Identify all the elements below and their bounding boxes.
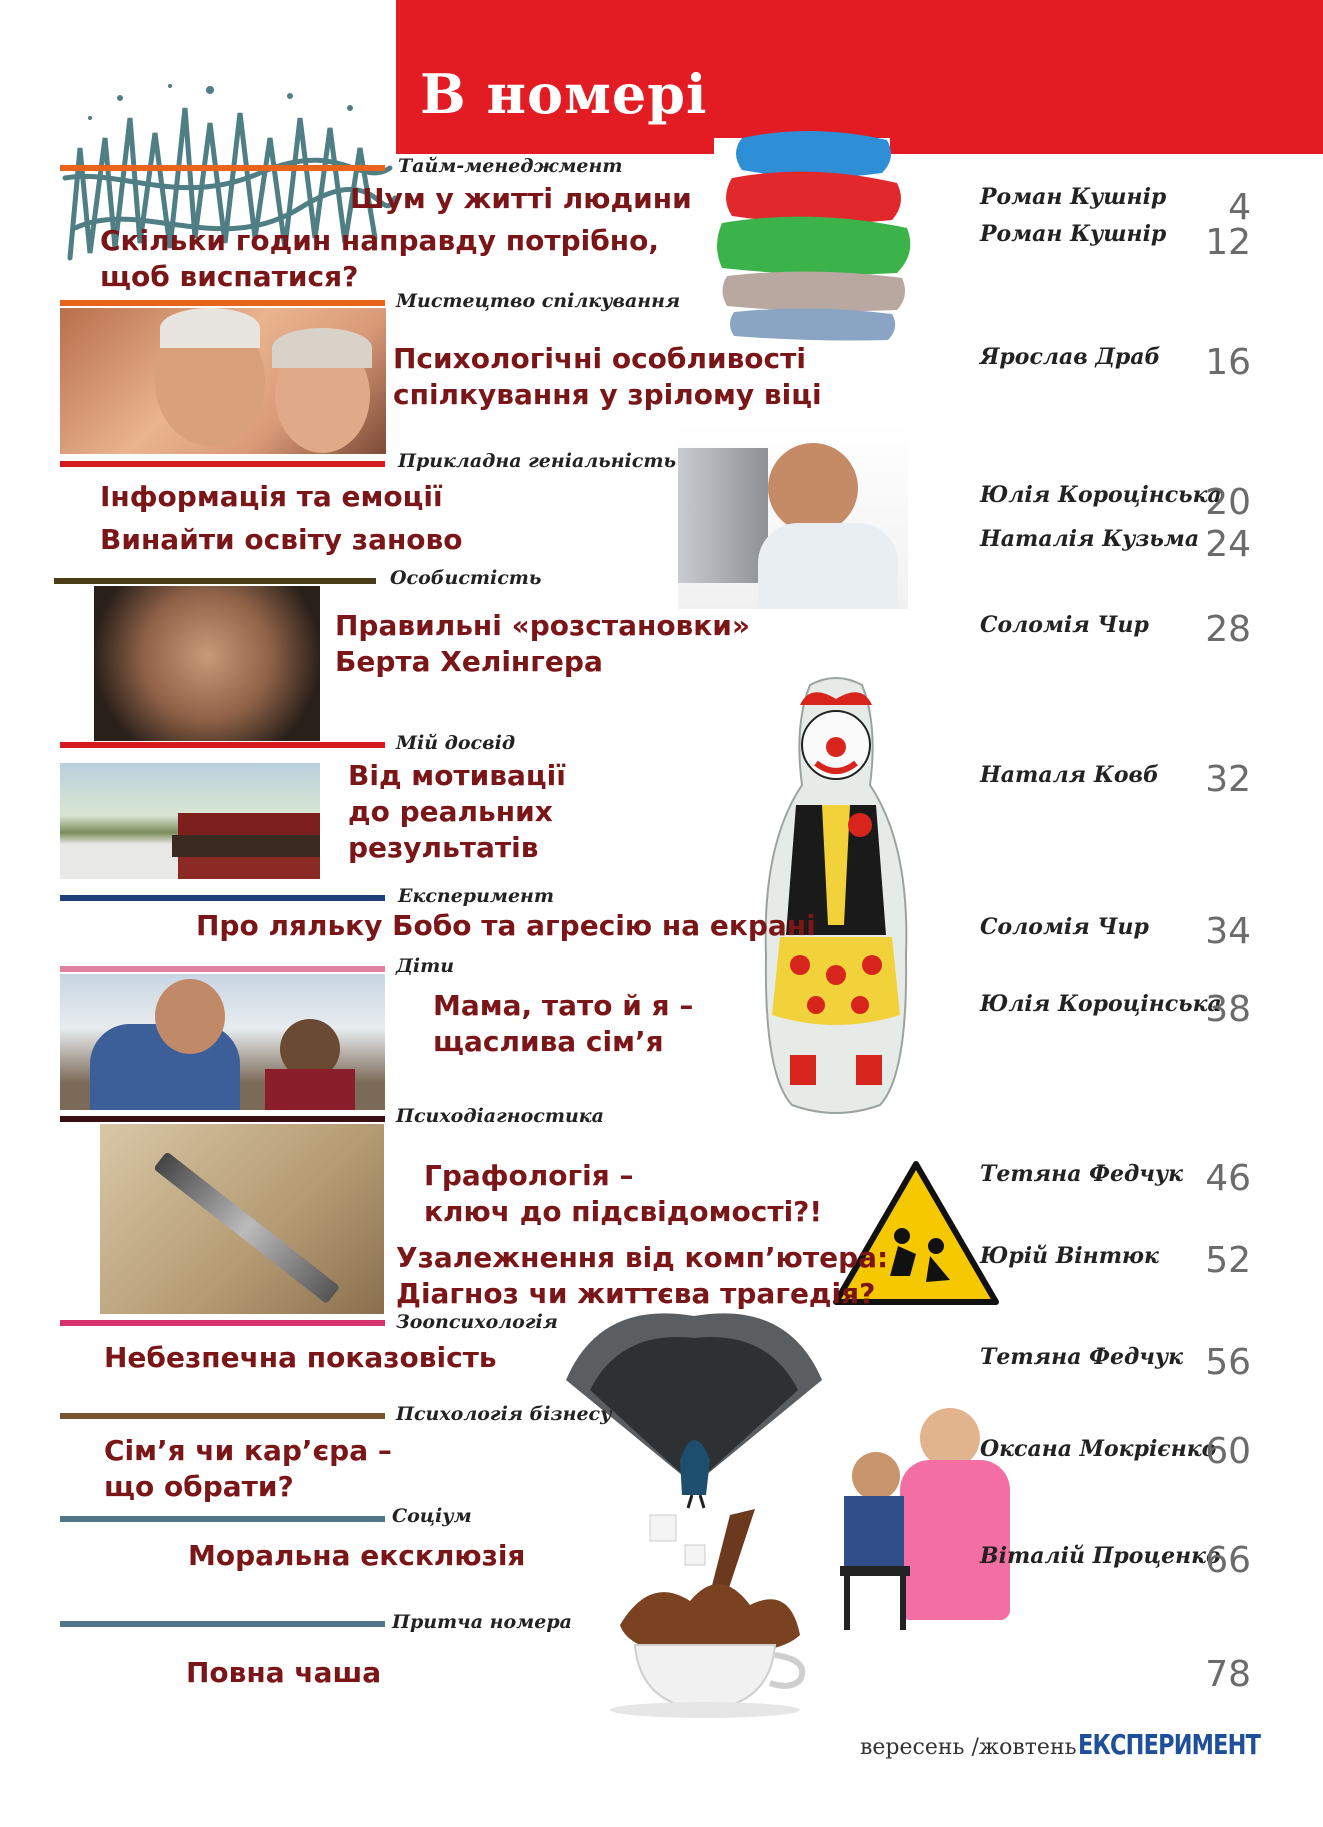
article-author: Ярослав Драб	[980, 344, 1161, 370]
article-title[interactable]: Психологічні особливості спілкування у зрілому віці	[393, 342, 822, 411]
article-title[interactable]: Інформація та емоції	[100, 480, 443, 513]
section-label: Соціум	[392, 1505, 472, 1527]
article-title[interactable]: Небезпечна показовість	[104, 1341, 497, 1374]
page-number[interactable]: 24	[1205, 524, 1251, 565]
page-number[interactable]: 46	[1205, 1158, 1251, 1199]
article-title[interactable]: Повна чаша	[186, 1656, 382, 1689]
section-label: Особистість	[390, 567, 542, 589]
pillows-illustration	[712, 128, 912, 343]
section-rule	[60, 461, 385, 467]
section-rule	[60, 1413, 385, 1419]
page-number[interactable]: 12	[1205, 222, 1251, 263]
page-number[interactable]: 34	[1205, 911, 1251, 952]
clown-bobo-doll-illustration	[760, 675, 912, 1115]
section-rule	[60, 1320, 385, 1326]
office-books-photo	[60, 763, 320, 879]
article-title[interactable]: Сім’я чи кар’єра – що обрати?	[104, 1434, 392, 1503]
article-author: Роман Кушнір	[980, 184, 1167, 210]
page-number[interactable]: 66	[1205, 1540, 1251, 1581]
section-label: Мій досвід	[396, 732, 516, 754]
article-author: Соломія Чир	[980, 612, 1149, 638]
section-label: Прикладна геніальність	[398, 450, 676, 472]
page-number[interactable]: 78	[1205, 1654, 1251, 1695]
coffee-splash-illustration	[580, 1505, 830, 1720]
article-title[interactable]: Скільки годин направду потрібно, щоб виспатися?	[100, 224, 660, 293]
page-number[interactable]: 38	[1205, 989, 1251, 1030]
article-title[interactable]: Винайти освіту заново	[100, 523, 463, 556]
section-label: Притча номера	[392, 1611, 572, 1633]
article-author: Юлія Короцінська	[980, 482, 1222, 508]
article-title[interactable]: Правильні «розстановки» Берта Хелінгера	[335, 609, 750, 678]
page-number[interactable]: 60	[1205, 1431, 1251, 1472]
article-author: Роман Кушнір	[980, 221, 1167, 247]
section-label: Мистецтво спілкування	[396, 290, 681, 312]
section-rule	[60, 966, 385, 972]
page-number[interactable]: 32	[1205, 759, 1251, 800]
section-rule	[60, 895, 385, 901]
article-title[interactable]: Узалежнення від комп’ютера: Діагноз чи життєва трагедія?	[396, 1241, 889, 1310]
section-label: Тайм-менеджмент	[398, 155, 623, 177]
section-rule	[54, 578, 376, 584]
article-author: Наталія Кузьма	[980, 526, 1200, 552]
section-rule	[60, 1116, 385, 1122]
article-author: Тетяна Федчук	[980, 1161, 1184, 1187]
fountain-pen-photo	[100, 1124, 384, 1314]
nurse-child-photo	[830, 1400, 1016, 1630]
page-number[interactable]: 52	[1205, 1240, 1251, 1281]
section-label: Діти	[396, 955, 455, 977]
section-rule	[60, 1621, 385, 1627]
header-band-tab	[890, 138, 1323, 154]
issue-date: вересень /жовтень	[860, 1735, 1077, 1760]
section-rule	[60, 165, 385, 171]
article-author: Тетяна Федчук	[980, 1344, 1184, 1370]
article-title[interactable]: Про ляльку Бобо та агресію на екрані	[196, 909, 816, 942]
article-author: Соломія Чир	[980, 914, 1149, 940]
article-author: Наталя Ковб	[980, 762, 1159, 788]
article-title[interactable]: Моральна ексклюзія	[188, 1539, 526, 1572]
article-title[interactable]: Мама, тато й я – щаслива сім’я	[433, 989, 694, 1058]
article-author: Юлія Короцінська	[980, 991, 1222, 1017]
magazine-logo: ЕКСПЕРИМЕНТ	[1078, 1728, 1261, 1761]
section-label: Зоопсихологія	[396, 1311, 558, 1333]
page-number[interactable]: 56	[1205, 1342, 1251, 1383]
stressed-man-photo	[678, 423, 908, 609]
section-label: Психодіагностика	[396, 1105, 604, 1127]
article-author: Оксана Мокрієнко	[980, 1436, 1217, 1462]
page-number[interactable]: 4	[1228, 187, 1251, 228]
section-rule	[60, 1516, 385, 1522]
page-number[interactable]: 28	[1205, 609, 1251, 650]
article-author: Юрій Вінтюк	[980, 1243, 1159, 1269]
article-title[interactable]: Від мотивації до реальних результатів	[348, 759, 566, 864]
section-rule	[60, 300, 385, 306]
page-number[interactable]: 20	[1205, 482, 1251, 523]
section-rule	[60, 742, 385, 748]
section-label: Психологія бізнесу	[396, 1403, 612, 1425]
header-band-tab	[396, 138, 714, 154]
article-title[interactable]: Графологія – ключ до підсвідомості?!	[424, 1159, 823, 1228]
page-number[interactable]: 16	[1205, 342, 1251, 383]
page-title: В номері	[420, 62, 708, 126]
section-label: Експеримент	[398, 885, 555, 907]
grandfather-chess-photo	[60, 974, 385, 1110]
bert-hellinger-photo	[94, 586, 320, 741]
elderly-couple-photo	[60, 308, 386, 454]
article-title[interactable]: Шум у житті людини	[350, 182, 692, 215]
article-author: Віталій Проценко	[980, 1543, 1221, 1569]
